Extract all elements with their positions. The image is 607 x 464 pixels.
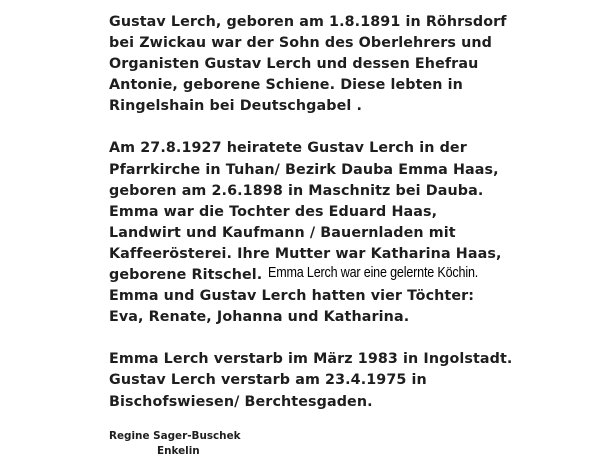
text-line: Gustav Lerch verstarb am 23.4.1975 in: [109, 372, 427, 389]
text-line: [109, 265, 599, 286]
paragraph-birth: [109, 12, 599, 117]
inserted-note: Emma Lerch war eine gelernte Köchin.: [268, 265, 479, 282]
text-line: Organisten Gustav Lerch und dessen Ehefrau: [109, 56, 479, 73]
text-line: Ringelshain bei Deutschgabel .: [109, 98, 362, 115]
paragraph-marriage: [109, 138, 599, 328]
document-body: [109, 12, 599, 413]
text-line: Kaffeerösterei. Ihre Mutter war Katharina Haas,: [109, 245, 502, 262]
signature-block: [109, 429, 241, 459]
text-line: Emma war die Tochter des Eduard Haas,: [109, 203, 438, 220]
text-line: Am 27.8.1927 heiratete Gustav Lerch in der: [109, 140, 467, 157]
text-line: Eva, Renate, Johanna und Katharina.: [109, 309, 410, 326]
paragraph-death: [109, 349, 599, 412]
text-line: Gustav Lerch, geboren am 1.8.1891 in Röhrsdorf: [109, 14, 507, 30]
text-line: Bischofswiesen/ Berchtesgaden.: [109, 393, 373, 410]
text-line: bei Zwickau war der Sohn des Oberlehrers und: [109, 35, 492, 52]
text-line: Landwirt und Kaufmann / Bauernladen mit: [109, 224, 456, 241]
text-line: Antonie, geborene Schiene. Diese lebten in: [109, 77, 463, 94]
text-line: Pfarrkirche in Tuhan/ Bezirk Dauba Emma Haas,: [109, 161, 499, 178]
text-line: Emma Lerch verstarb im März 1983 in Ingolstadt.: [109, 351, 513, 368]
text-segment: geborene Ritschel.: [109, 267, 263, 284]
signature-role: Enkelin: [157, 445, 200, 457]
text-line: geboren am 2.6.1898 in Maschnitz bei Dauba.: [109, 182, 484, 199]
signature-name: Regine Sager-Buschek: [109, 430, 241, 442]
text-line: Emma und Gustav Lerch hatten vier Töchter:: [109, 288, 475, 305]
